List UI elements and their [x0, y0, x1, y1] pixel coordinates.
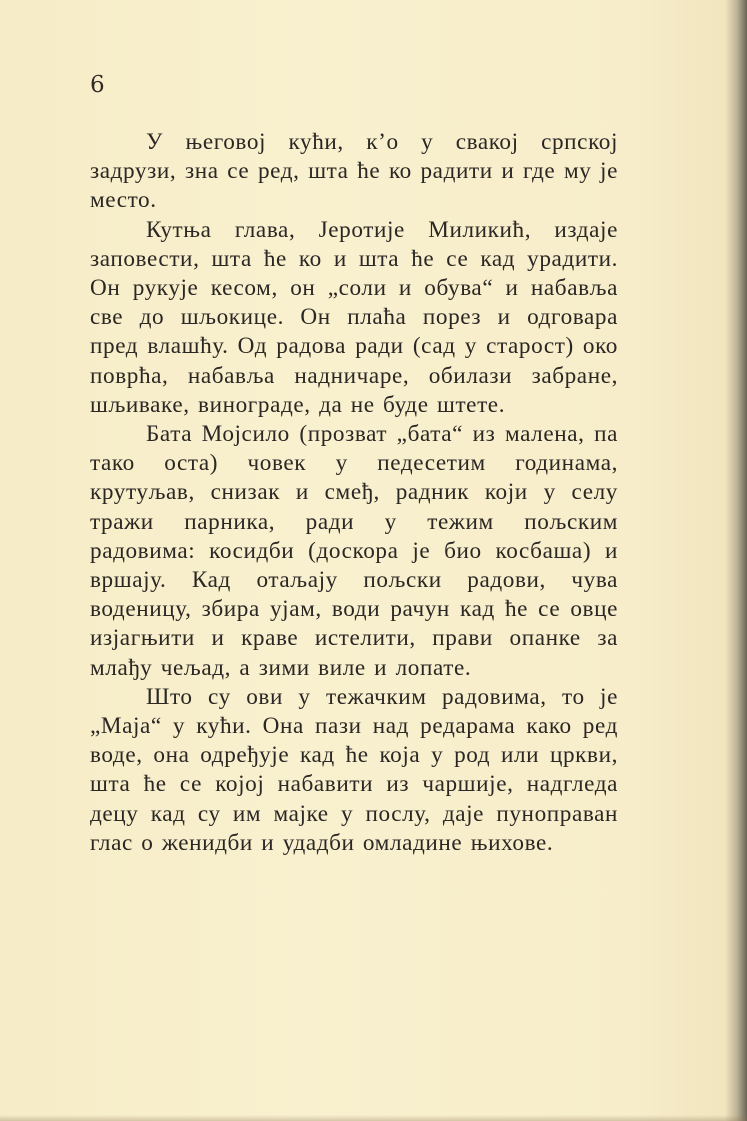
page-body — [90, 128, 618, 858]
paragraph-2: Кутња глава, Јеротије Миликић, издаје заповести, шта ће ко и шта ће се кад урадити. Он рукује кесом, он „соли и обува“ и набавља све до шљокице. Он плаћа порез и одговара пред влашћу. Од радова ради (сад у старост) око поврћа, набавља надничаре, обилази забране, шљиваке, винограде, да не буде штете. — [90, 216, 618, 418]
page-number: 6 — [90, 72, 105, 98]
page-bottom-edge — [0, 1115, 747, 1121]
paragraph-4: Што су ови у тежачким радовима, то је „Маја“ у кући. Она пази над редарама како ред воде, она одређује кад ће која у род или цркви, шта ће се којој набавити из чаршије, надгледа децу кад су им мајке у послу, даје пуноправан глас о женидби и удадби омладине њихове. — [90, 683, 618, 856]
paragraph-3: Бата Мојсило (прозват „бата“ из малена, па тако оста) човек у педесетим годинама, крутуљав, снизак и смеђ, радник који у селу тражи парника, ради у тежим пољским радовима: косидби (доскора је био косбаша) и вршају. Кад отаљају пољски радови, чува воденицу, збира ујам, води рачун кад ће се овце изјагњити и краве истелити, прави опанке за млађу чељад, а зими виле и лопате. — [90, 421, 618, 681]
book-spine-shadow — [725, 0, 747, 1121]
paragraph-1: У његовој кући, к’о у свакој српској задрузи, зна се ред, шта ће ко радити и где му је место. — [90, 129, 618, 214]
